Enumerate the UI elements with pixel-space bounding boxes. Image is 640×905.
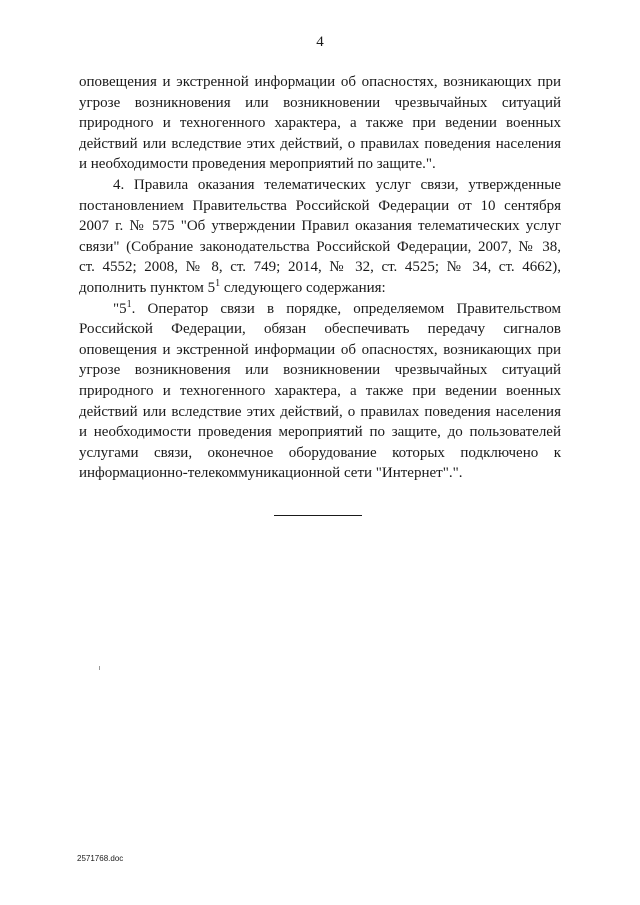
paragraph-item-4 <box>79 175 561 299</box>
text-line: угрозе возникновения или возникновении чрезвычайных ситуаций <box>79 362 561 379</box>
text-line: природного и техногенного характера, а также при ведении военных <box>79 382 561 399</box>
text-run: "5 <box>113 300 127 317</box>
text-line: ст. 4552; 2008, № 8, ст. 749; 2014, № 32, ст. 4525; № 34, ст. 4662), <box>79 259 561 276</box>
text-line: действий или вследствие этих действий, о правилах поведения населения <box>79 135 561 152</box>
text-run: . Оператор связи в порядке, определяемом Правительством <box>131 300 561 317</box>
superscript: 1 <box>126 298 132 310</box>
text-line: природного и техногенного характера, а также при ведении военных <box>79 115 561 132</box>
page-number: 4 <box>316 34 324 50</box>
scan-mark <box>99 666 100 670</box>
footer-doc-id: 2571768.doc <box>77 854 124 863</box>
text-line <box>79 299 561 320</box>
text-line: информационно-телекоммуникационной сети "Интернет".". <box>79 465 463 482</box>
text-line: и необходимости проведения мероприятий по защите.". <box>79 156 436 173</box>
text-line: связи" (Собрание законодательства Российской Федерации, 2007, № 38, <box>79 238 561 255</box>
text-line: Российской Федерации, обязан обеспечивать передачу сигналов <box>79 321 561 338</box>
paragraph-continuation <box>79 72 561 175</box>
text-line: действий или вследствие этих действий, о правилах поведения населения <box>79 403 561 420</box>
text-line: услугами связи, оконечное оборудование которых подключено к <box>79 444 561 461</box>
paragraph-point-5-1 <box>79 299 561 484</box>
superscript: 1 <box>215 277 221 289</box>
document-body <box>79 72 561 484</box>
text-run: следующего содержания: <box>220 279 386 296</box>
text-line: и необходимости проведения мероприятий по защите, до пользователей <box>79 424 561 441</box>
text-line: 4. Правила оказания телематических услуг связи, утвержденные <box>113 176 561 193</box>
text-line: угрозе возникновения или возникновении чрезвычайных ситуаций <box>79 94 561 111</box>
text-line: оповещения и экстренной информации об опасностях, возникающих при <box>79 341 561 358</box>
end-divider <box>274 515 362 516</box>
text-line: оповещения и экстренной информации об опасностях, возникающих при <box>79 74 561 90</box>
text-line <box>79 278 561 299</box>
text-line: постановлением Правительства Российской Федерации от 10 сентября <box>79 197 561 214</box>
text-line: 2007 г. № 575 "Об утверждении Правил оказания телематических услуг <box>79 218 561 235</box>
text-run: дополнить пунктом 5 <box>79 279 216 296</box>
